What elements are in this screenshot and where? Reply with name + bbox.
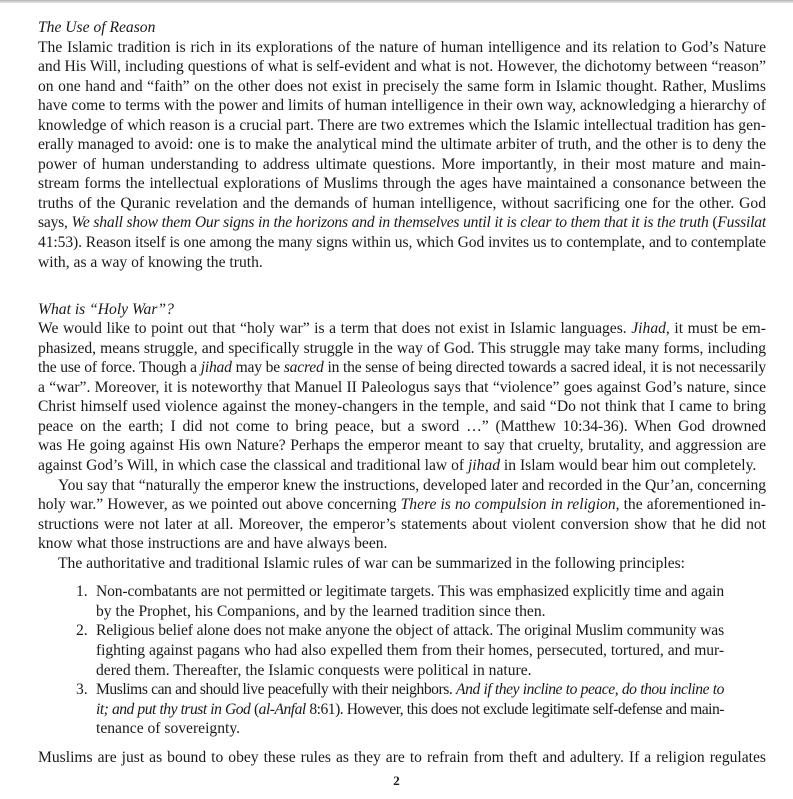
surah-name: al-Anfal xyxy=(258,700,306,718)
list-marker: 3. xyxy=(76,681,88,699)
text: holy war.” However, as we pointed out above concerning xyxy=(38,496,401,514)
list-item xyxy=(76,582,766,621)
list-line: dered them. Thereafter, the Islamic conquests were political in nature. xyxy=(96,661,532,679)
list-line xyxy=(96,700,724,720)
body-line: You say that “naturally the emperor knew the instructions, developed later and recorded in the Qur’an, concerning xyxy=(58,476,766,494)
body-line: have come to terms with the power and limits of human intelligence in their own way, acknowledging a hierarchy of xyxy=(38,97,766,115)
text: in Islam would bear him out completely. xyxy=(500,457,757,475)
body-line: was He going against His own Nature? Perhaps the emperor meant to say that cruelty, brutality, and aggression are xyxy=(38,437,766,455)
body-line: a “war”. Moreover, it is noteworthy that Manuel II Paleologus says that “violence” goes against God’s nature, since xyxy=(38,378,766,396)
window-top-border xyxy=(0,0,793,3)
body-line: 41:53). Reason itself is one among the many signs within us, which God invites us to contemplate, and to contemplate xyxy=(38,234,766,252)
list-line: tenance of sovereignty. xyxy=(96,720,241,738)
body-line: on one hand and “faith” on the other does not exist in precisely the same form in Islamic thought. Rather, Muslims xyxy=(38,77,766,95)
text: We would like to point out that “holy war” is a term that does not exist in Islamic languages. xyxy=(38,320,632,338)
body-line: Christ himself used violence against the money-changers in the temple, and said “Do not think that I came to bring xyxy=(38,398,766,416)
body-line xyxy=(38,319,766,339)
list-line: Non-combatants are not permitted or legitimate targets. This was emphasized explicitly time and again xyxy=(96,583,724,601)
page-number: 2 xyxy=(393,773,400,788)
body-line xyxy=(38,456,766,476)
quran-quote: it; and put thy trust in God xyxy=(96,700,251,718)
body-line: and His Will, including questions of what is self-evident and what is not. However, the dichotomy between “reason” xyxy=(38,58,766,76)
body-line: truths of the Quranic revelation and the demands of human intelligence, without sacrificing one for the other. God xyxy=(38,194,766,212)
body-line: structions were not later at all. Moreover, the emperor’s statements about violent conversion show that he did not xyxy=(38,515,766,533)
body-line: knowledge of which reason is a crucial part. There are two extremes which the Islamic intellectual tradition has gen- xyxy=(38,116,766,134)
body-line: The authoritative and traditional Islamic rules of war can be summarized in the following principles: xyxy=(58,554,686,572)
body-line xyxy=(38,358,766,378)
text: ( xyxy=(708,214,718,232)
body-line: stream forms the intellectual explorations of Muslims through the ages have maintained a consonance between the xyxy=(38,175,766,193)
text: against God’s Will, in which case the classical and traditional law of xyxy=(38,457,468,475)
text: 8:61). However, this does not exclude legitimate self-defense and main- xyxy=(305,700,724,718)
body-line-quote xyxy=(38,213,766,233)
list-marker: 1. xyxy=(76,583,88,601)
quran-quote: We shall show them Our signs in the horizons and in themselves until it is clear to them that it is the truth xyxy=(71,214,709,232)
text: Muslims can and should live peacefully with their neighbors. xyxy=(96,681,457,699)
body-line: know what those instructions are and have always been. xyxy=(38,535,388,553)
list-line xyxy=(96,680,724,700)
list-line: fighting against pagans who had also expelled them from their homes, persecuted, tortured, and mur- xyxy=(96,641,724,659)
section-heading-holy-war: What is “Holy War”? xyxy=(38,300,174,318)
list-item xyxy=(76,621,766,680)
text: , it must be em- xyxy=(665,320,766,338)
text: may be xyxy=(231,359,284,377)
text: ( xyxy=(250,700,259,718)
text: says, xyxy=(38,214,72,232)
term-jihad: Jihad xyxy=(631,320,666,338)
list-item xyxy=(76,680,766,739)
body-line: phasized, means struggle, and specifically struggle in the way of God. This struggle may take many forms, including xyxy=(38,339,766,357)
principles-list xyxy=(38,582,766,738)
term-jihad: jihad xyxy=(200,359,232,377)
section-heading-use-of-reason: The Use of Reason xyxy=(38,19,156,36)
list-marker: 2. xyxy=(76,622,88,640)
body-line: Muslims are just as bound to obey these rules as they are to refrain from theft and adultery. If a religion regulates xyxy=(38,748,766,766)
body-line: The Islamic tradition is rich in its explorations of the nature of human intelligence and its relation to God’s Nature xyxy=(38,38,766,56)
body-line: erally managed to avoid: one is to make the analytical mind the ultimate arbiter of truth, and the other is to deny the xyxy=(38,136,766,154)
text: , the aforementioned in- xyxy=(615,496,766,514)
term-sacred: sacred xyxy=(283,359,324,377)
term-jihad: jihad xyxy=(467,457,501,475)
document-page xyxy=(38,18,766,767)
list-line: Religious belief alone does not make anyone the object of attack. The original Muslim community was xyxy=(96,622,724,640)
body-line: with, as a way of knowing the truth. xyxy=(38,253,263,271)
quran-quote: And if they incline to peace, do thou incline to xyxy=(456,681,724,699)
text: in the sense of being directed towards a sacred ideal, it is not necessarily xyxy=(323,359,766,377)
surah-name: Fussilat xyxy=(717,214,766,232)
quran-quote: There is no compulsion in religion xyxy=(400,496,616,514)
list-line: by the Prophet, his Companions, and by the learned tradition since then. xyxy=(96,602,546,620)
text: the use of force. Though a xyxy=(38,359,201,377)
body-line: peace on the earth; I did not come to bring peace, but a sword …” (Matthew 10:34-36). When God drowned xyxy=(38,417,766,435)
body-line xyxy=(38,495,766,515)
body-line: power of human understanding to address ultimate questions. More importantly, in their most mature and main- xyxy=(38,155,766,173)
